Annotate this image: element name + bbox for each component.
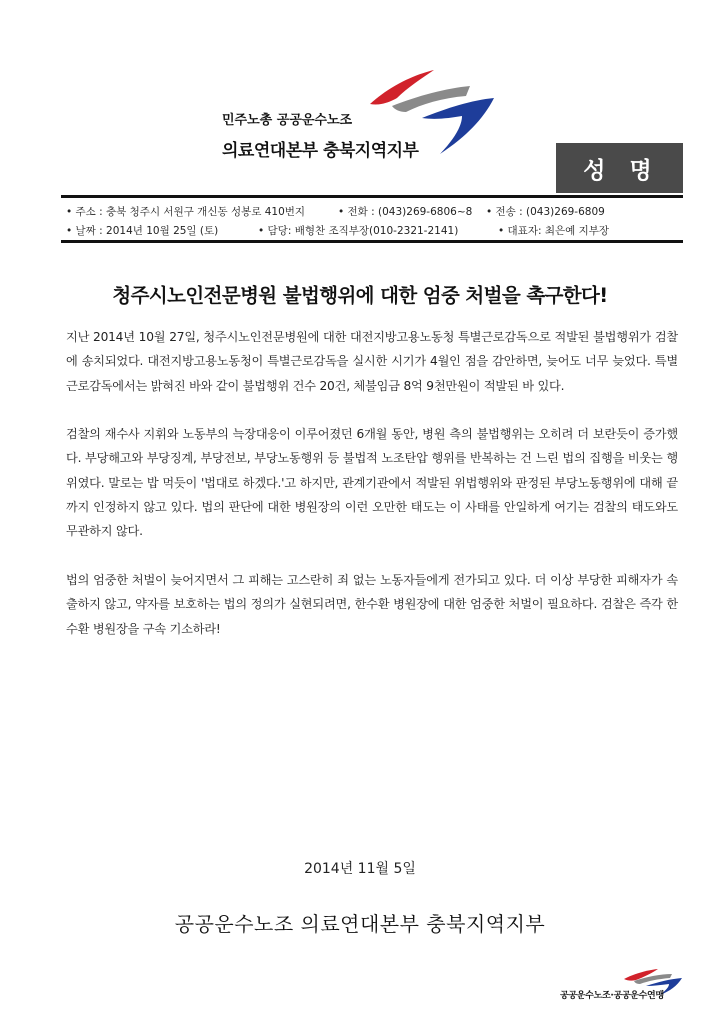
info-fax: • 전송 : (043)269-6809 bbox=[486, 206, 605, 218]
info-manager: • 담당: 배형찬 조직부장(010-2321-2141) bbox=[258, 225, 459, 237]
paragraph: 지난 2014년 10월 27일, 청주시노인전문병원에 대한 대전지방고용노동청 특별근로감독으로 적발된 불법행위가 검찰에 송치되었다. 대전지방고용노동청이 특별근로감독을 실시한 시기가 4월인 점을 감안하면, 늦어도 너무 늦었다. 특별근로감독에서는 밝혀진 바와 같이 불법행위 건수 20건, 체불임금 8억 9천만원이 적발된 바 있다. bbox=[66, 330, 678, 393]
info-address: • 주소 : 충북 청주시 서원구 개신동 성봉로 410번지 bbox=[66, 206, 306, 218]
header-rule-bottom bbox=[61, 240, 683, 243]
header-rule-top bbox=[61, 195, 683, 198]
paragraph: 법의 엄중한 처벌이 늦어지면서 그 피해는 고스란히 죄 없는 노동자들에게 전가되고 있다. 더 이상 부당한 피해자가 속출하지 않고, 약자를 보호하는 법의 정의가 실현되려면, 한수환 병원장에 대한 엄중한 처벌이 필요하다. 검찰은 즉각 한수환 병원장을 구속 기소하라! bbox=[66, 572, 678, 636]
closing-date: 2014년 11월 5일 bbox=[304, 861, 416, 877]
org-name-line2: 의료연대본부 충북지역지부 bbox=[222, 141, 419, 161]
info-date: • 날짜 : 2014년 10월 25일 (토) bbox=[66, 225, 219, 237]
info-representative: • 대표자: 최은예 지부장 bbox=[498, 225, 610, 237]
footer-org-text: 공공운수노조·공공운수연맹 bbox=[560, 991, 664, 1001]
statement-body bbox=[66, 325, 678, 665]
statement-headline: 청주시노인전문병원 불법행위에 대한 엄중 처벌을 촉구한다! bbox=[112, 284, 608, 307]
info-phone: • 전화 : (043)269-6806~8 bbox=[338, 206, 473, 218]
document-type-badge: 성명 bbox=[556, 143, 683, 193]
closing-signature: 공공운수노조 의료연대본부 충북지역지부 bbox=[174, 912, 546, 936]
org-name-line1: 민주노총 공공운수노조 bbox=[222, 113, 353, 128]
paragraph: 검찰의 재수사 지휘와 노동부의 늑장대응이 이루어졌던 6개월 동안, 병원 측의 불법행위는 오히려 더 보란듯이 증가했다. 부당해고와 부당징계, 부당전보, 부당노동행위 등 불법적 노조탄압 행위를 반복하는 건 느린 법의 집행을 비웃는 행위였다. 말로는 밥 먹듯이 '법대로 하겠다.'고 하지만, 관계기관에서 적발된 위법행위와 판정된 부당노동행위에 대해 끝까지 인정하지 않고 있다. 법의 판단에 대한 병원장의 이런 오만한 태도는 이 사태를 안일하게 여기는 검찰의 태도와도 무관하지 않다. bbox=[66, 427, 678, 539]
